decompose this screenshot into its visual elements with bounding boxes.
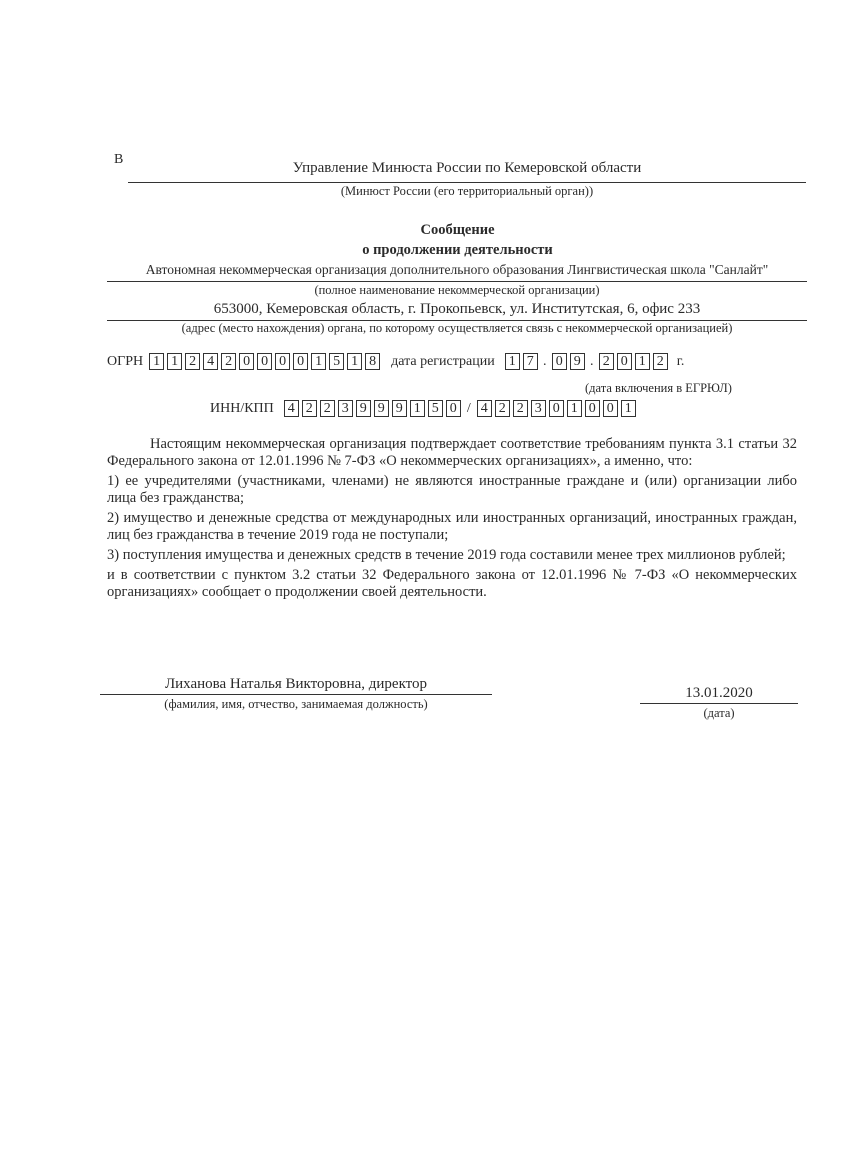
inn-digit: 1 (410, 400, 425, 417)
kpp-digit: 0 (549, 400, 564, 417)
reg-date-digit: 0 (552, 353, 567, 370)
ogrn-boxes (149, 353, 383, 370)
ogrn-digit: 2 (221, 353, 236, 370)
inn-kpp-separator: / (466, 400, 471, 416)
ogrn-label: ОГРН (107, 353, 144, 369)
reg-date-digit: 9 (570, 353, 585, 370)
recipient-prefix: В (114, 152, 124, 167)
ogrn-digit: 1 (167, 353, 182, 370)
ogrn-digit: 0 (293, 353, 308, 370)
reg-date-digit: 0 (617, 353, 632, 370)
org-address-hint: (адрес (место нахождения) органа, по которому осуществляется связь с некоммерческой организацией) (181, 321, 733, 335)
body-item-3: 3) поступления имущества и денежных средств в течение 2019 года составили менее трех миллионов рублей; (107, 547, 786, 563)
inn-digit: 9 (392, 400, 407, 417)
title-line-1: Сообщение (420, 222, 495, 238)
signatory-line (100, 694, 492, 695)
signature-date-hint: (дата) (703, 706, 735, 720)
reg-date-suffix: г. (676, 353, 685, 369)
inn-kpp-row (210, 400, 639, 417)
org-name-hint: (полное наименование некоммерческой организации) (314, 283, 600, 297)
kpp-digit: 0 (585, 400, 600, 417)
reg-date-digit: 7 (523, 353, 538, 370)
body-text (107, 436, 797, 601)
recipient-line (128, 182, 806, 183)
inn-digit: 0 (446, 400, 461, 417)
reg-date-digit: 1 (635, 353, 650, 370)
body-item-1: 1) ее учредителями (участниками, членами) не являются иностранные граждане и (или) организации либо лица без гражданства; (107, 473, 797, 506)
reg-date-separator: . (589, 353, 594, 369)
signatory-hint: (фамилия, имя, отчество, занимаемая должность) (164, 697, 428, 711)
inn-digit: 2 (302, 400, 317, 417)
ogrn-digit: 1 (347, 353, 362, 370)
body-intro: Настоящим некоммерческая организация подтверждает соответствие требованиям пункта 3.1 статьи 32 Федерального закона от 12.01.1996 № 7-ФЗ «О некоммерческих организациях», а именно, что: (107, 436, 797, 469)
inn-digit: 9 (374, 400, 389, 417)
ogrn-digit: 5 (329, 353, 344, 370)
kpp-boxes (477, 400, 639, 417)
org-name-line (107, 281, 807, 282)
reg-date-hint: (дата включения в ЕГРЮЛ) (585, 381, 732, 395)
inn-boxes (284, 400, 464, 417)
ogrn-digit: 2 (185, 353, 200, 370)
reg-date-label: дата регистрации (391, 353, 495, 369)
ogrn-digit: 4 (203, 353, 218, 370)
ogrn-digit: 0 (257, 353, 272, 370)
reg-date-separator: . (542, 353, 547, 369)
reg-date-boxes (505, 353, 671, 370)
body-item-2: 2) имущество и денежные средства от международных или иностранных организаций, иностранных граждан, лиц без гражданства в течение 2019 года не поступали; (107, 510, 797, 543)
kpp-digit: 3 (531, 400, 546, 417)
ogrn-digit: 1 (149, 353, 164, 370)
ogrn-digit: 1 (311, 353, 326, 370)
org-address: 653000, Кемеровская область, г. Прокопьевск, ул. Институтская, 6, офис 233 (213, 301, 701, 317)
signature-date: 13.01.2020 (685, 685, 753, 701)
body-closing: и в соответствии с пунктом 3.2 статьи 32 Федерального закона от 12.01.1996 № 7-ФЗ «О некоммерческих организациях» сообщает о продолжении своей деятельности. (107, 567, 797, 600)
reg-date-digit: 2 (599, 353, 614, 370)
inn-digit: 2 (320, 400, 335, 417)
ogrn-digit: 0 (275, 353, 290, 370)
inn-digit: 9 (356, 400, 371, 417)
ogrn-digit: 0 (239, 353, 254, 370)
recipient-name: Управление Минюста России по Кемеровской области (292, 160, 642, 176)
org-name: Автономная некоммерческая организация дополнительного образования Лингвистическая школа "Санлайт" (145, 262, 769, 277)
kpp-digit: 0 (603, 400, 618, 417)
kpp-digit: 2 (513, 400, 528, 417)
page-title (100, 220, 815, 260)
kpp-digit: 1 (621, 400, 636, 417)
kpp-digit: 1 (567, 400, 582, 417)
signatory-name: Лиханова Наталья Викторовна, директор (164, 676, 428, 692)
recipient-hint: (Минюст России (его территориальный орган)) (340, 184, 594, 198)
kpp-digit: 2 (495, 400, 510, 417)
kpp-digit: 4 (477, 400, 492, 417)
inn-kpp-label: ИНН/КПП (210, 400, 274, 416)
ogrn-digit: 8 (365, 353, 380, 370)
inn-digit: 5 (428, 400, 443, 417)
reg-date-digit: 1 (505, 353, 520, 370)
inn-digit: 4 (284, 400, 299, 417)
signature-date-line (640, 703, 798, 704)
reg-date-digit: 2 (653, 353, 668, 370)
ogrn-row (107, 353, 690, 370)
title-line-2: о продолжении деятельности (362, 242, 553, 258)
inn-digit: 3 (338, 400, 353, 417)
